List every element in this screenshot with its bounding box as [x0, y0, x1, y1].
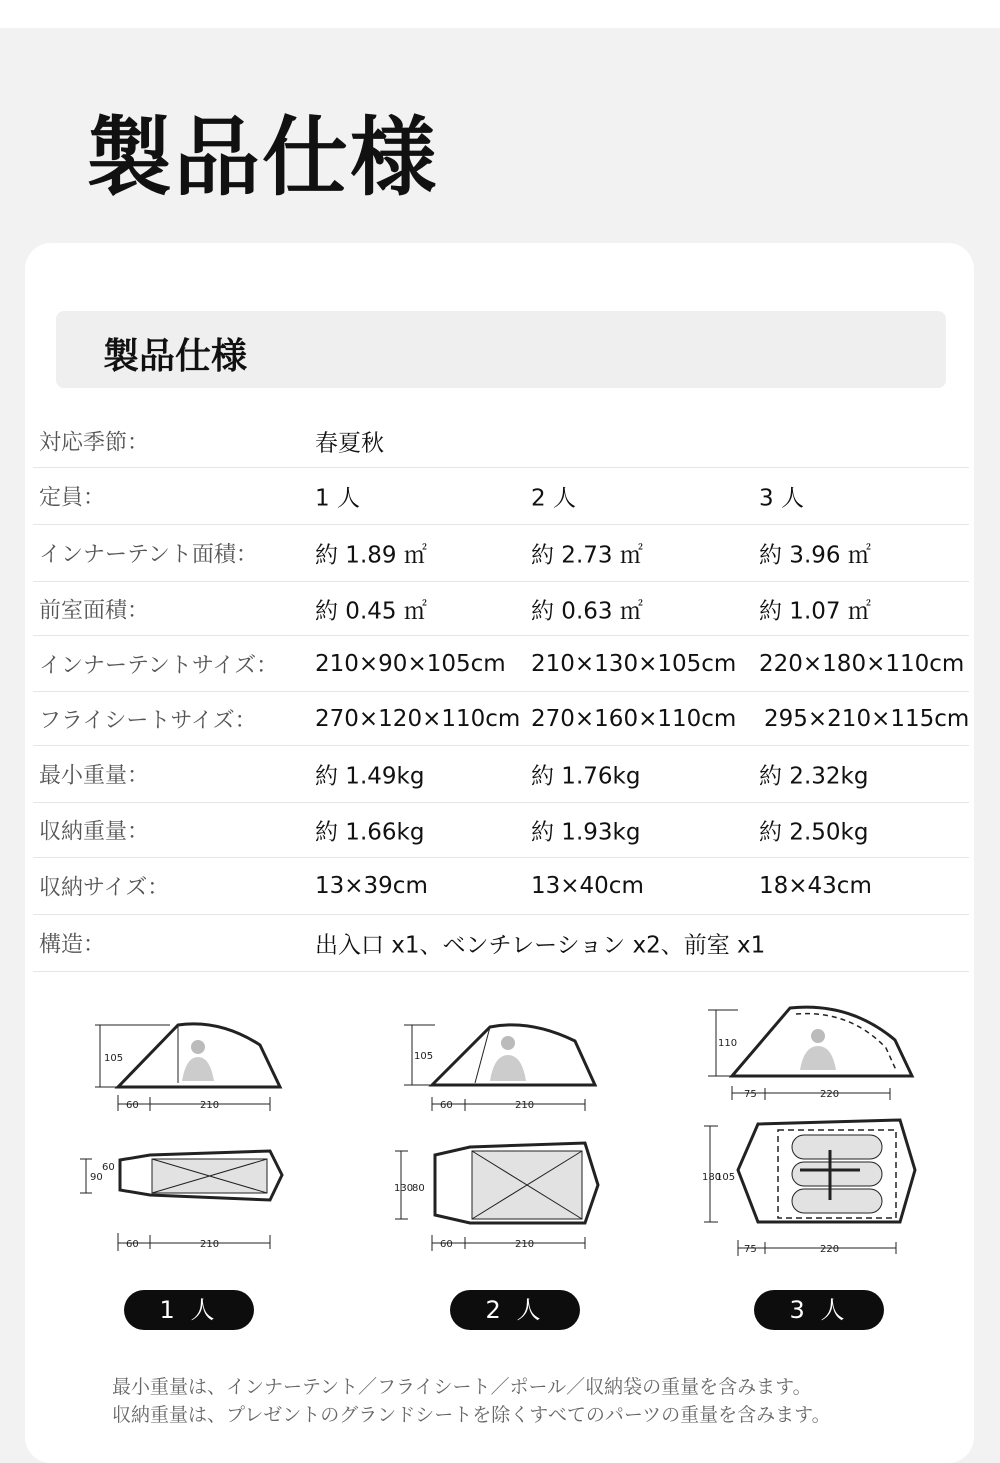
spec-row-vestibule-area: [33, 582, 969, 636]
capacity-badge-1p: 1 人: [124, 1290, 254, 1330]
spec-value-2p: 13×40cm: [531, 873, 644, 899]
dim-vestibule-1p: 60: [126, 1100, 139, 1111]
dim-vestibule-plan-3p: 75: [744, 1244, 757, 1255]
dim-width-outer-2p: 130: [394, 1183, 414, 1194]
spec-value: 出入口 x1、ベンチレーション x2、前室 x1: [315, 932, 766, 959]
spec-label: 収納サイズ：: [39, 875, 170, 901]
spec-value-2p: 約 0.63 ㎡: [531, 598, 643, 624]
spec-row-packed-size: [33, 858, 969, 915]
spec-value-3p: 約 3.96 ㎡: [759, 542, 871, 569]
dim-length-plan-1p: 210: [200, 1239, 220, 1250]
dim-length-3p: 220: [820, 1089, 840, 1100]
dim-width-outer-3p: 180: [702, 1172, 722, 1183]
spec-value-3p: 295×210×115cm: [764, 705, 970, 732]
spec-label: 構造：: [39, 932, 106, 958]
dim-length-plan-3p: 220: [820, 1244, 840, 1255]
spec-row-min-weight: [33, 746, 969, 803]
spec-label: 最小重量：: [39, 763, 150, 789]
spec-value-2p: 2 人: [531, 485, 576, 512]
spec-row-structure: [33, 915, 969, 972]
spec-label: 定員：: [39, 485, 106, 511]
spec-label: 収納重量：: [39, 819, 150, 845]
dim-length-2p: 210: [515, 1100, 535, 1111]
spec-value-1p: 約 1.89 ㎡: [315, 542, 427, 569]
section-title: 製品仕様: [103, 336, 248, 377]
spec-value-3p: 約 2.50kg: [759, 819, 869, 846]
spec-value-1p: 約 0.45 ㎡: [315, 598, 427, 624]
capacity-badge-2p: 2 人: [450, 1290, 580, 1330]
spec-value-3p: 18×43cm: [759, 873, 872, 899]
spec-table: [33, 414, 969, 972]
section-header: [56, 311, 946, 388]
spec-row-inner-size: [33, 636, 969, 692]
spec-value-1p: 約 1.49kg: [315, 763, 425, 790]
dim-vestibule-plan-1p: 60: [126, 1239, 139, 1250]
footnote-packed-weight: 収納重量は、プレゼントのグランドシートを除くすべてのパーツの重量を含みます。: [112, 1404, 831, 1426]
spec-value-2p: 約 1.93kg: [531, 819, 641, 846]
spec-value-1p: 約 1.66kg: [315, 819, 425, 846]
dim-height-1p: 105: [104, 1053, 124, 1064]
spec-value-1p: 210×90×105cm: [315, 650, 506, 677]
spec-value-3p: 約 1.07 ㎡: [759, 598, 871, 624]
spec-label: インナーテント面積：: [39, 542, 258, 568]
dim-height-2p: 105: [414, 1051, 434, 1062]
dim-width-inner-2p: 80: [412, 1183, 425, 1194]
dim-length-1p: 210: [200, 1100, 220, 1111]
spec-value-1p: 270×120×110cm: [315, 705, 521, 732]
spec-value-3p: 3 人: [759, 485, 804, 512]
capacity-badge-3p: 3 人: [754, 1290, 884, 1330]
spec-value-2p: 約 1.76kg: [531, 763, 641, 790]
spec-label: 対応季節：: [39, 430, 150, 455]
spec-row-season: [33, 414, 969, 468]
spec-label: 前室面積：: [39, 598, 150, 623]
top-strip: [0, 0, 1000, 28]
dim-length-plan-2p: 210: [515, 1239, 535, 1250]
spec-label: インナーテントサイズ：: [39, 653, 279, 678]
dim-height-3p: 110: [718, 1038, 738, 1049]
footnote-min-weight: 最小重量は、インナーテント／フライシート／ポール／収納袋の重量を含みます。: [112, 1376, 812, 1398]
dim-vestibule-2p: 60: [440, 1100, 453, 1111]
spec-value-3p: 220×180×110cm: [759, 650, 965, 677]
page-title: 製品仕様: [86, 108, 438, 208]
tent-diagram-2p: [390, 1015, 620, 1255]
spec-value-2p: 210×130×105cm: [531, 650, 737, 677]
spec-value: 春夏秋: [315, 430, 384, 456]
dim-vestibule-3p: 75: [744, 1089, 757, 1100]
dim-width-inner-3p: 105: [716, 1172, 736, 1183]
spec-value-3p: 約 2.32kg: [759, 763, 869, 790]
spec-value-1p: 1 人: [315, 485, 360, 512]
tent-diagram-1p: [70, 1015, 300, 1255]
spec-row-inner-area: [33, 525, 969, 582]
spec-value-2p: 約 2.73 ㎡: [531, 542, 643, 569]
spec-value-1p: 13×39cm: [315, 873, 428, 899]
spec-label: フライシートサイズ：: [39, 708, 257, 733]
spec-value-2p: 270×160×110cm: [531, 705, 737, 732]
spec-row-packed-weight: [33, 803, 969, 858]
dim-width-outer-1p: 90: [90, 1172, 103, 1183]
tent-diagram-3p: [700, 1000, 930, 1260]
dim-vestibule-plan-2p: 60: [440, 1239, 453, 1250]
dim-width-inner-1p: 60: [102, 1162, 115, 1173]
spec-row-capacity: [33, 468, 969, 525]
spec-row-fly-size: [33, 692, 969, 746]
